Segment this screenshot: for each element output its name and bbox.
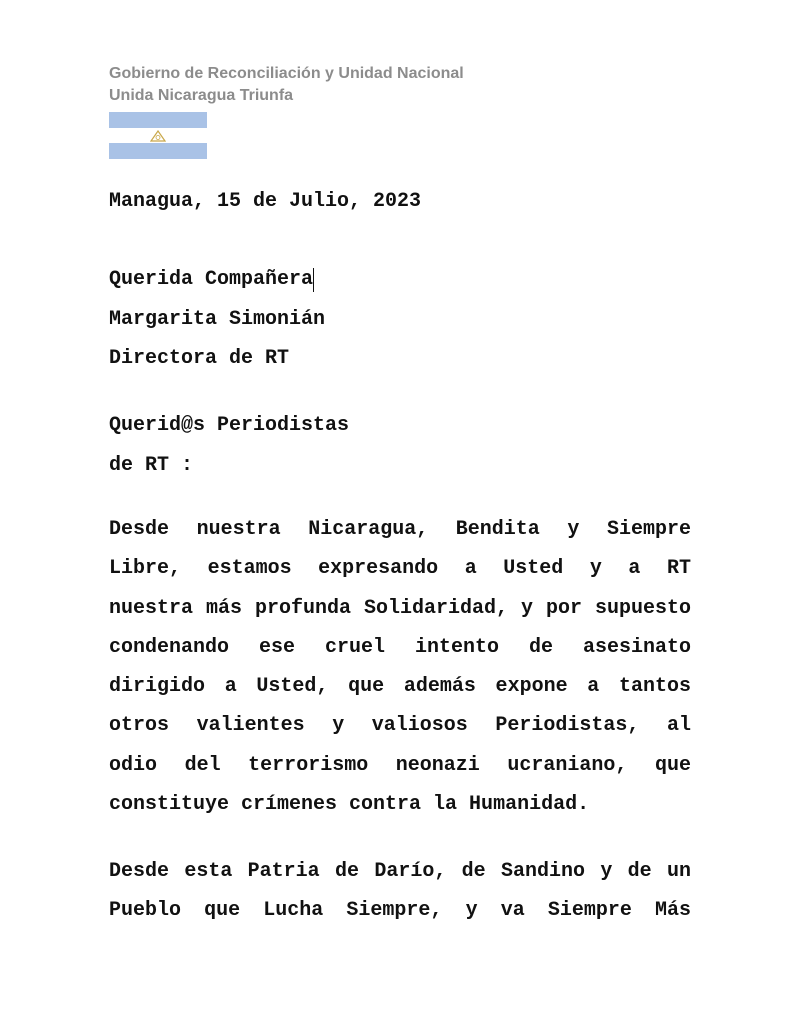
paragraph-line: constituye crímenes contra la Humanidad. xyxy=(109,793,590,817)
letterhead-government-name: Gobierno de Reconciliación y Unidad Nacional xyxy=(109,65,464,82)
paragraph-line: condenando ese cruel intento de asesinato xyxy=(109,635,691,659)
flag-bottom-band xyxy=(109,143,207,159)
flag-top-band xyxy=(109,112,207,128)
recipient-title: Directora de RT xyxy=(109,347,290,370)
recipient-name: Margarita Simonián xyxy=(109,308,326,331)
letter-date: Managua, 15 de Julio, 2023 xyxy=(109,190,422,213)
paragraph-line: odio del terrorismo neonazi ucraniano, que xyxy=(109,753,691,777)
paragraph-line: Libre, estamos expresando a Usted y a RT xyxy=(109,557,691,581)
paragraph-line: Desde esta Patria de Darío, de Sandino y de un xyxy=(109,860,691,883)
body-paragraph-2 xyxy=(109,860,691,939)
coat-of-arms-icon xyxy=(150,130,166,142)
greeting-line: de RT : xyxy=(109,454,194,477)
letterhead-slogan: Unida Nicaragua Triunfa xyxy=(109,87,294,104)
salutation-text: Querida Compañera xyxy=(109,268,314,291)
greeting-line: Querid@s Periodistas xyxy=(109,414,350,437)
paragraph-line: dirigido a Usted, que además expone a tantos xyxy=(109,675,691,699)
nicaragua-flag-icon xyxy=(109,112,207,159)
text-cursor xyxy=(313,268,314,292)
body-paragraph-1 xyxy=(109,518,691,832)
salutation-line[interactable] xyxy=(109,268,314,292)
paragraph-line: nuestra más profunda Solidaridad, y por supuesto xyxy=(109,596,691,620)
paragraph-line: otros valientes y valiosos Periodistas, al xyxy=(109,714,691,738)
paragraph-line: Desde nuestra Nicaragua, Bendita y Siempre xyxy=(109,518,691,541)
paragraph-line: Pueblo que Lucha Siempre, y va Siempre Más xyxy=(109,899,691,923)
